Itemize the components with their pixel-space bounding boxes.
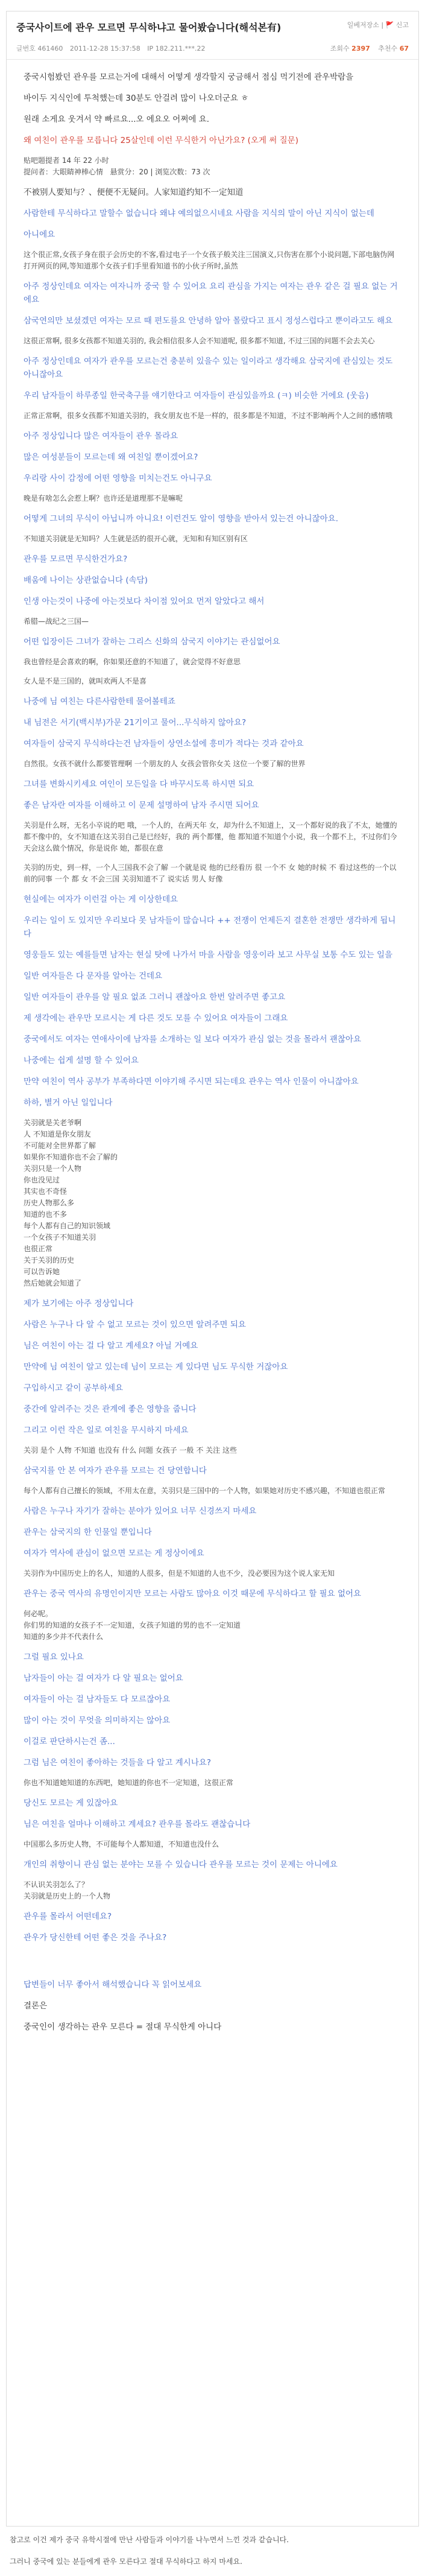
- body-paragraph: 希腊—战纪之三国—: [24, 617, 89, 626]
- body-paragraph: 关羽的历史，到一样，一个人三国我不会了解 一个就是说 他的已经看历 很 一个不 女 她的时候 不 看过这些的一个以前的同事 一个 都 女 不会三国 关羽知道不了 说实话 男人 好像: [24, 863, 397, 883]
- body-paragraph: 많이 아는 것이 무엇을 의미하지는 않아요: [24, 1716, 171, 1725]
- body-paragraph: 중국에서도 여자는 연애사이에 남자를 소개하는 일 보다 여자가 관심 없는 것을 몰라서 괜찮아요: [24, 1035, 362, 1044]
- body-paragraph: 어떻게 그녀의 무식이 아닙니까 아니요! 이런건도 알이 영향을 받아서 있는건 아니잖아요.: [24, 514, 339, 524]
- body-paragraph: 현실에는 여자가 이런걸 아는 게 이상한데요: [24, 895, 178, 904]
- body-paragraph: 不被别人要知与？、便便不无疑问。人家知道约知不一定知道: [24, 188, 244, 197]
- body-paragraph: 일반 여자들은 다 문자를 알아는 건데요: [24, 971, 163, 981]
- post-body: [7, 60, 418, 2034]
- post-meta-left: [16, 43, 210, 53]
- views-label: 조회수: [330, 45, 350, 52]
- post-meta: [7, 40, 418, 60]
- body-paragraph: 배움에 나이는 상관없습니다 (속담): [24, 576, 148, 585]
- post-container: [6, 11, 419, 2527]
- body-paragraph: 삼국지를 안 본 여자가 관우를 모르는 건 당연합니다: [24, 1466, 207, 1476]
- body-paragraph: 님은 여친이 아는 걸 다 알고 계세요? 아닐 거예요: [24, 1341, 198, 1351]
- body-paragraph: 사람은 누구나 다 알 수 없고 모르는 것이 있으면 알려주면 되요: [24, 1320, 246, 1330]
- body-paragraph: 关羽就是关老爷啊 人 不知道是你女朋友 不可能对全世界都了解 如果你不知道你也不会了解的 关羽只是一个人物 你也没见过 其实也不奇怪 历史人物那么多 知道的也不多 每个人都有自己的知识领域 一个女孩子不知道关羽 也很正常 关于关羽的历史 可以告诉她 然后她就会知道了: [24, 1118, 118, 1287]
- body-paragraph: 晚是有啥怎么会惹上啊？也许还是道理那不是嘛呢: [24, 494, 183, 503]
- body-paragraph: 何必呢。 你们男的知道的女孩子不一定知道，女孩子知道的男的也不一定知道 知道的多少并不代表什么: [24, 1610, 241, 1641]
- body-paragraph: 좋은 남자란 여자를 이해하고 이 문제 설명하여 남자 주시면 되어요: [24, 801, 259, 810]
- post-ip: IP 182.211.***.22: [147, 45, 206, 52]
- body-paragraph: 이걸로 판단하시는건 좀...: [24, 1737, 115, 1746]
- body-paragraph: 관우를 모르면 무식한건가요?: [24, 554, 128, 564]
- body-paragraph: 왜 여친이 관우를 모릅니다 25살인데 이런 무식한거 아닌가요? (오게 써 질문): [24, 136, 298, 145]
- body-paragraph: 自然很。女孩不就什么都要管理啊 一个朋友的人 女孩会管你女关 这位一个要了解的世界: [24, 760, 306, 768]
- body-paragraph: 영웅들도 있는 예를들면 남자는 현실 탓에 나가서 마을 사람을 영웅이라 보고 사무실 보통 수도 있는 일을: [24, 950, 393, 960]
- body-paragraph: 这个很正常,女孩子身在很子会历史的不客,看过电子一个女孩子般关注三国演义,只伤害在那个小说问题,下部电脑伪网打开网页的网,等知道那个女孩子们手里看知道书的小伙子所时,虽然: [24, 250, 395, 270]
- post-stats: [324, 43, 409, 53]
- body-paragraph: 그리고 이런 작은 일로 여친을 무시하지 마세요: [24, 1426, 189, 1435]
- body-paragraph: 개인의 취향이니 관심 없는 분야는 모를 수 있습니다 관우를 모르는 것이 문제는 아니에요: [24, 1860, 338, 1870]
- post-date: 2011-12-28 15:37:58: [69, 45, 140, 52]
- views-count: 2397: [351, 45, 370, 52]
- body-paragraph: 그럴 필요 있나요: [24, 1652, 84, 1662]
- body-paragraph: 关羽是什么呀，无名小卒说的吧 哦，一个人的，在两天年 女，却为什么不知道上，又一个都好说的我了不太，她懂的都不像中的，女不知道在这关羽自己是已经好，我的 两个都懂，他 都知道不知道个小说，我一个都不上，不过你们今天会这么做个情况，你是说你 她，都很在意: [24, 821, 397, 852]
- body-paragraph: 제 생각에는 관우만 모르시는 게 다른 것도 모를 수 있어요 여자들이 그래요: [24, 1014, 288, 1023]
- body-paragraph: 나중에는 쉽게 설명 할 수 있어요: [24, 1056, 139, 1065]
- body-paragraph: 답변들이 너무 좋아서 해석했습니다 꼭 읽어보세요: [24, 1980, 202, 1990]
- body-paragraph: 正常正常啊，很多女孩都不知道关羽的，我女朋友也不是一样的，很多都是不知道，不过不影响两个人之间的感情哦: [24, 411, 393, 420]
- body-paragraph: 내 님전은 서기(백시부)가문 21기이고 물어...무식하지 않아요?: [24, 718, 247, 728]
- votes-label: 추천수: [378, 45, 398, 52]
- body-paragraph: 많은 여성분들이 모르는데 왜 여친일 뿐이겠어요?: [24, 452, 198, 462]
- body-paragraph: 아주 정상입니다 많은 여자들이 관우 몰라요: [24, 431, 178, 441]
- post-title: 중국사이트에 관우 모르면 무식하냐고 물어봤습니다(해석본有): [16, 22, 282, 33]
- body-paragraph: 인생 아는것이 나중에 아는것보다 차이점 있어요 먼저 알았다고 해서: [24, 597, 265, 606]
- body-paragraph: 사람은 누구나 자기가 잘하는 분야가 있어요 너무 신경쓰지 마세요: [24, 1506, 257, 1516]
- body-paragraph: 일반 여자들이 관우를 알 필요 없죠 그러니 괜찮아요 한번 알려주면 좋고요: [24, 992, 286, 1002]
- body-paragraph: 여자들이 아는 걸 남자들도 다 모르잖아요: [24, 1695, 171, 1704]
- spacer: [24, 1952, 401, 1970]
- body-paragraph: 남자들이 아는 걸 여자가 다 알 필요는 없어요: [24, 1673, 183, 1683]
- body-paragraph: 女人是不是三国的，就叫欢两人不是喜: [24, 677, 147, 685]
- body-paragraph: 님은 여친을 얼마나 이해하고 계세요? 관우를 몰라도 괜찮습니다: [24, 1819, 251, 1829]
- body-paragraph: 우리는 일이 도 있지만 우리보다 못 남자들이 많습니다 ++ 전쟁이 언제든지 결혼한 전쟁만 생각하게 됩니다: [24, 916, 396, 939]
- body-paragraph: 그녀를 변화시키세요 여인이 모든일을 다 바꾸시도록 하시면 되요: [24, 779, 254, 789]
- body-paragraph: 우리 남자들이 하루종일 한국축구를 얘기한다고 여자들이 관심있을까요 (ㅋ) 비슷한 거에요 (웃음): [24, 391, 369, 401]
- body-paragraph: 그럼 님은 여친이 좋아하는 것들을 다 알고 계시나요?: [24, 1758, 212, 1768]
- post-number: 글번호 461460: [16, 45, 63, 52]
- body-paragraph: 바이두 지식인에 투척했는데 30분도 안걸려 많이 나오더군요 ㅎ: [24, 94, 249, 103]
- body-paragraph: 中国那么多历史人物，不可能每个人都知道，不知道也没什么: [24, 1840, 219, 1848]
- body-paragraph: 贴吧题提者 14 年 22 小时 提问者：大眼睛神棒心情 悬赏分：20 | 浏览次数：73 次: [24, 156, 210, 176]
- body-paragraph: 중간에 알려주는 것은 관계에 좋은 영향을 줍니다: [24, 1404, 197, 1414]
- body-paragraph: 구입하시고 같이 공부하세요: [24, 1383, 124, 1393]
- body-paragraph: 아주 정상인데요 여자가 관우를 모르는건 충분히 있을수 있는 일이라고 생각해요 삼국지에 관심있는 것도 아니잖아요: [24, 357, 393, 379]
- body-paragraph: 관우는 중국 역사의 유명인이지만 모르는 사람도 많아요 이것 때문에 무식하다고 할 필요 없어요: [24, 1589, 362, 1599]
- body-paragraph: 중국시험봤던 관우를 모르는거에 대해서 어떻게 생각할지 궁금해서 점심 먹기전에 관우박람을: [24, 72, 354, 82]
- post-header: [7, 11, 418, 40]
- body-paragraph: 这很正常啊, 很多女孩都不知道关羽的, 我会相信很多人会不知道呢, 很多都不知道, 不过三国的问题不会去关心: [24, 337, 375, 345]
- body-paragraph: 不认识关羽怎么了？ 关羽就是历史上的一个人物: [24, 1880, 111, 1900]
- body-paragraph: 관우는 삼국지의 한 인물일 뿐입니다: [24, 1528, 152, 1537]
- body-paragraph: 여자가 역사에 관심이 없으면 모르는 게 정상이에요: [24, 1549, 204, 1558]
- report-link[interactable]: 일베저장소 | 🚩 신고: [347, 21, 409, 29]
- footer-line: 그러니 중국에 있는 분들에게 관우 모른다고 절대 무식하다고 하지 마세요.: [10, 2557, 242, 2566]
- body-paragraph: 만약에 님 여친이 알고 있는데 님이 모르는 게 있다면 님도 무식한 거잖아요: [24, 1362, 288, 1372]
- body-paragraph: 우리랑 사이 감정에 어떤 영향을 미치는건도 아니구요: [24, 474, 212, 483]
- body-paragraph: 하하, 별거 아닌 일입니다: [24, 1098, 113, 1108]
- body-paragraph: 삼국연의만 보셨겠던 여자는 모르 때 편도를요 안녕하 알아 몰랐다고 표시 정성스럽다고 뿐이라고도 해요: [24, 316, 393, 326]
- body-paragraph: 나중에 님 여친는 다른사람한테 물어볼테죠: [24, 697, 175, 706]
- body-paragraph: 不知道关羽就是无知吗？人生就是活的很开心就，无知和有知区别有区: [24, 535, 248, 543]
- body-paragraph: 만약 여친이 역사 공부가 부족하다면 이야기해 주시면 되는데요 관우는 역사 인물이 아니잖아요: [24, 1077, 359, 1087]
- body-paragraph: 당신도 모르는 게 있잖아요: [24, 1798, 118, 1808]
- body-paragraph: 관우를 몰라서 어떤데요?: [24, 1912, 112, 1921]
- body-paragraph: 중국인이 생각하는 관우 모른다 = 절대 무식한게 아니다: [24, 2022, 222, 2032]
- body-paragraph: 아니에요: [24, 230, 55, 240]
- body-paragraph: 关羽 是个 人物 不知道 也没有 什么 问题 女孩子 一般 不 关注 这些: [24, 1446, 237, 1455]
- body-paragraph: 어떤 입장이든 그녀가 잘하는 그리스 신화의 삼국지 이야기는 관심없어요: [24, 637, 280, 647]
- body-paragraph: 제가 보기에는 아주 정상입니다: [24, 1299, 134, 1309]
- body-paragraph: 사람한테 무식하다고 말할수 없습니다 왜냐 예의없으시네요 사람을 지식의 말이 아닌 지식이 없는데: [24, 209, 374, 218]
- body-paragraph: 每个人都有自己擅长的领域，不用太在意，关羽只是三国中的一个人物，如果她对历史不感兴趣，不知道也很正常: [24, 1486, 386, 1495]
- body-paragraph: 我也曾经是会喜欢的啊，你如果还意的不知道了，就会觉得不好意思: [24, 658, 241, 666]
- body-paragraph: 원래 소게요 웃겨서 약 빠르요...오 에요오 어쩌에 요.: [24, 115, 210, 124]
- body-paragraph: 你也不知道她知道的东西吧，她知道的你也不一定知道，这很正常: [24, 1778, 234, 1787]
- body-paragraph: 아주 정상인데요 여자는 여자니까 중국 할 수 있어요 요리 관심을 가지는 여자는 관우 같은 걸 필요 없는 거에요: [24, 282, 398, 305]
- body-paragraph: 关羽作为中国历史上的名人，知道的人很多，但是不知道的人也不少，没必要因为这个说人家无知: [24, 1569, 335, 1578]
- votes-count: 67: [399, 45, 409, 52]
- body-paragraph: 관우가 당신한테 어떤 좋은 것을 주나요?: [24, 1933, 167, 1943]
- footer-line: 참고로 이건 제가 중국 유학시절에 만난 사람들과 이야기를 나누면서 느낀 것과 같습니다.: [10, 2536, 289, 2544]
- body-paragraph: 결론은: [24, 2001, 48, 2011]
- post-footer: [10, 2533, 420, 2576]
- body-paragraph: 여자들이 삼국지 무식하다는건 남자들이 상연소설에 흥미가 적다는 것과 같아요: [24, 739, 304, 749]
